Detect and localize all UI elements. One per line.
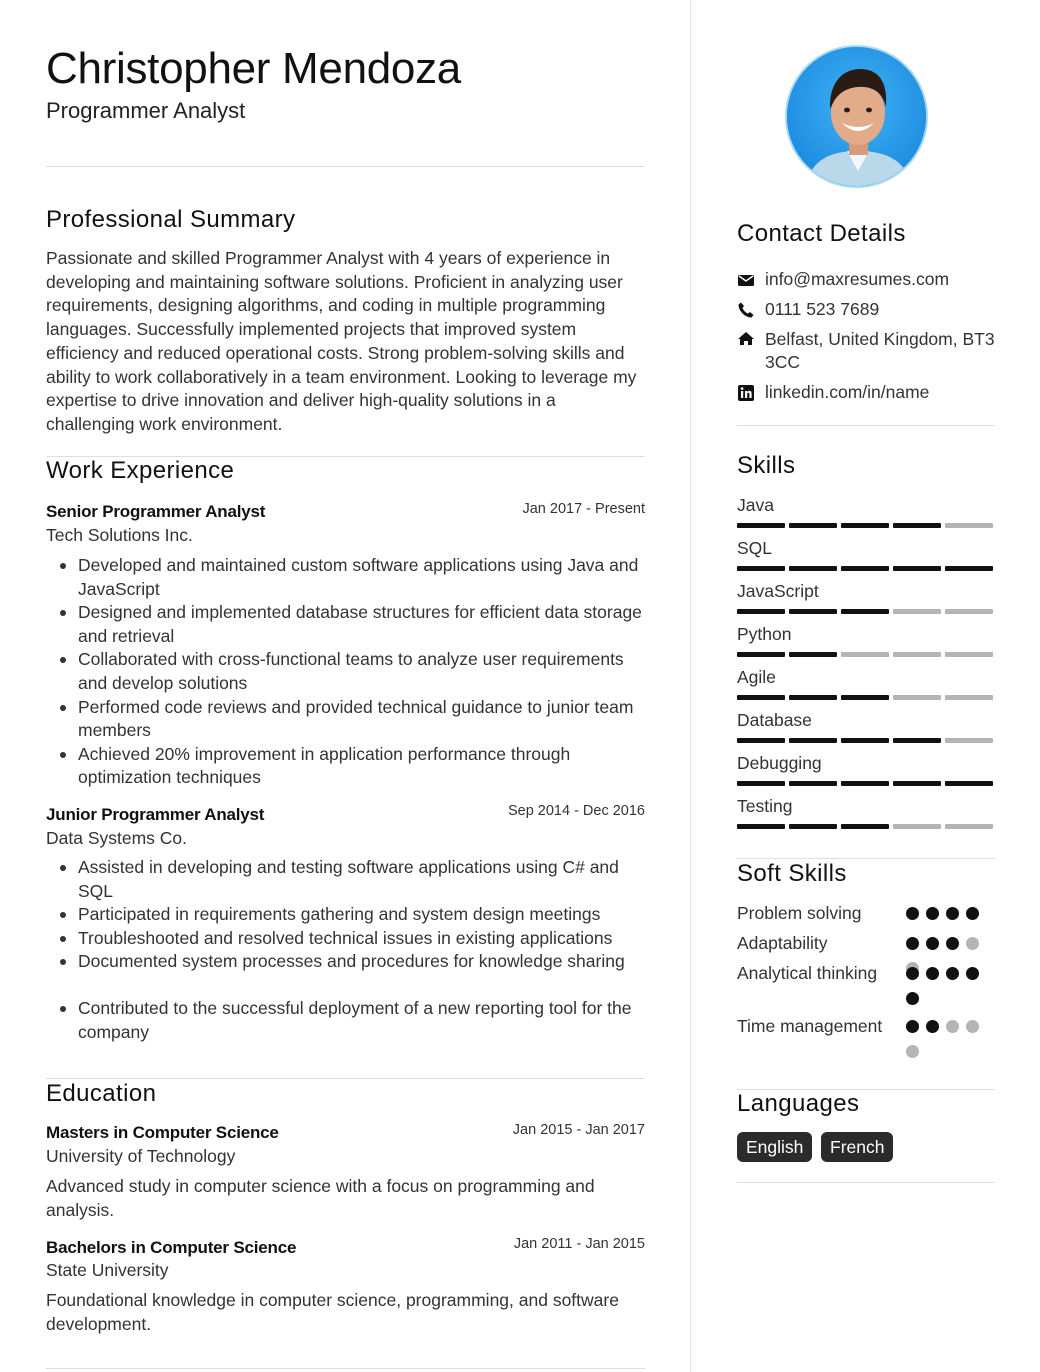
- candidate-title: Programmer Analyst: [46, 98, 246, 123]
- rating-dot-filled: [906, 907, 919, 920]
- list-item: Assisted in developing and testing software applications using C# and SQL: [78, 856, 652, 903]
- school-name: State University: [46, 1260, 169, 1280]
- envelope-icon: [737, 271, 755, 289]
- language-badge: English: [737, 1132, 812, 1162]
- job-bullets: [78, 856, 652, 1044]
- list-item: Performed code reviews and provided technical guidance to junior team members: [78, 696, 652, 743]
- header-divider: [46, 166, 645, 167]
- skill-segment-filled: [789, 652, 837, 657]
- list-item: Developed and maintained custom software applications using Java and JavaScript: [78, 554, 652, 601]
- soft-skill-name: Adaptability: [737, 933, 828, 953]
- degree-dates: Jan 2011 - Jan 2015: [513, 1236, 645, 1252]
- skill-segment-filled: [945, 781, 993, 786]
- rating-dot-empty: [946, 1020, 959, 1033]
- skill-segment-empty: [945, 738, 993, 743]
- linkedin-icon: [737, 384, 755, 402]
- degree-description: Foundational knowledge in computer science, programming, and software development.: [46, 1290, 619, 1334]
- skill-level-bar: [737, 609, 993, 614]
- skill-segment-filled: [789, 566, 837, 571]
- skill-segment-filled: [841, 566, 889, 571]
- list-item: Troubleshooted and resolved technical issues in existing applications: [78, 927, 652, 951]
- avatar-illustration: [787, 47, 928, 188]
- school-name: University of Technology: [46, 1146, 236, 1166]
- skill-segment-filled: [841, 695, 889, 700]
- list-item: Documented system processes and procedures for knowledge sharing: [78, 950, 652, 974]
- skill-segment-filled: [789, 523, 837, 528]
- skill-name: SQL: [737, 538, 773, 558]
- job-title: Senior Programmer Analyst: [46, 502, 266, 521]
- skill-level-bar: [737, 566, 993, 571]
- soft-skill-name: Problem solving: [737, 903, 862, 923]
- skill-segment-empty: [893, 652, 941, 657]
- languages-divider: [737, 1182, 995, 1183]
- skill-level-bar: [737, 695, 993, 700]
- degree-description: Advanced study in computer science with a focus on programming and analysis.: [46, 1176, 595, 1220]
- skill-segment-empty: [841, 652, 889, 657]
- contact-divider: [737, 425, 995, 426]
- skill-segment-filled: [893, 781, 941, 786]
- rating-dot-filled: [946, 937, 959, 950]
- rating-dot-filled: [946, 907, 959, 920]
- skill-segment-filled: [841, 523, 889, 528]
- skill-name: Agile: [737, 667, 776, 687]
- rating-dot-filled: [946, 967, 959, 980]
- skill-name: Java: [737, 495, 774, 515]
- skill-segment-filled: [841, 781, 889, 786]
- skill-segment-filled: [893, 523, 941, 528]
- contact-heading: Contact Details: [737, 220, 906, 247]
- list-item: Contributed to the successful deployment of a new reporting tool for the company: [78, 997, 652, 1044]
- job-company: Data Systems Co.: [46, 828, 188, 848]
- skill-segment-filled: [737, 824, 785, 829]
- rating-dot-empty: [966, 937, 979, 950]
- rating-dot-filled: [926, 937, 939, 950]
- skill-segment-filled: [737, 652, 785, 657]
- profile-photo: [785, 45, 928, 188]
- skill-segment-filled: [893, 738, 941, 743]
- skill-segment-filled: [737, 566, 785, 571]
- skill-segment-filled: [737, 781, 785, 786]
- experience-divider: [46, 1078, 645, 1079]
- phone-icon: [737, 301, 755, 319]
- rating-dot-filled: [906, 937, 919, 950]
- list-item: Participated in requirements gathering and system design meetings: [78, 903, 652, 927]
- soft-skill-name: Time management: [737, 1016, 883, 1036]
- skill-segment-empty: [945, 824, 993, 829]
- skill-level-bar: [737, 523, 993, 528]
- rating-dot-filled: [906, 992, 919, 1005]
- job-dates: Jan 2017 - Present: [522, 501, 645, 517]
- soft-skill-name: Analytical thinking: [737, 963, 878, 983]
- summary-text: Passionate and skilled Programmer Analyst with 4 years of experience in developing and maintaining software solutions. Proficient in analyzing user requirements, designing algorithms, and coding in multiple programming languages. Successfully implemented projects that improved system efficiency and reduced operational costs. Strong problem-solving skills and ability to work collaboratively in a team environment. Looking to leverage my expertise to drive innovation and deliver high-quality solutions in a challenging work environment.: [46, 248, 637, 434]
- skill-name: JavaScript: [737, 581, 819, 601]
- job-title: Junior Programmer Analyst: [46, 805, 265, 824]
- skill-segment-empty: [945, 652, 993, 657]
- rating-dot-empty: [906, 1045, 919, 1058]
- rating-dot-filled: [926, 1020, 939, 1033]
- skill-segment-empty: [945, 695, 993, 700]
- skill-segment-empty: [893, 695, 941, 700]
- experience-heading: Work Experience: [46, 457, 235, 484]
- skill-segment-empty: [893, 824, 941, 829]
- skill-segment-filled: [737, 695, 785, 700]
- skill-name: Debugging: [737, 753, 822, 773]
- job-company: Tech Solutions Inc.: [46, 525, 193, 545]
- skill-level-bar: [737, 824, 993, 829]
- languages-heading: Languages: [737, 1090, 860, 1117]
- skill-segment-filled: [789, 609, 837, 614]
- skill-name: Testing: [737, 796, 793, 816]
- list-item: Achieved 20% improvement in application performance through optimization techniques: [78, 743, 652, 790]
- education-divider: [46, 1368, 645, 1369]
- address-text: Belfast, United Kingdom, BT3 3CC: [765, 329, 995, 372]
- skill-segment-filled: [841, 738, 889, 743]
- skill-segment-filled: [789, 695, 837, 700]
- skill-segment-filled: [789, 738, 837, 743]
- skill-segment-filled: [737, 738, 785, 743]
- degree-title: Masters in Computer Science: [46, 1123, 279, 1142]
- skill-segment-filled: [893, 566, 941, 571]
- soft-skills-heading: Soft Skills: [737, 860, 847, 887]
- list-item: Collaborated with cross-functional teams to analyze user requirements and develop solutions: [78, 648, 652, 695]
- skill-segment-filled: [841, 824, 889, 829]
- candidate-name: Christopher Mendoza: [46, 44, 461, 93]
- skill-segment-empty: [893, 609, 941, 614]
- skill-level-bar: [737, 738, 993, 743]
- job-dates: Sep 2014 - Dec 2016: [507, 803, 645, 819]
- skill-segment-filled: [789, 824, 837, 829]
- rating-dot-empty: [966, 1020, 979, 1033]
- rating-dot-filled: [966, 907, 979, 920]
- rating-dot-filled: [906, 967, 919, 980]
- skill-segment-empty: [945, 523, 993, 528]
- skill-name: Database: [737, 710, 812, 730]
- email-text[interactable]: info@maxresumes.com: [765, 269, 950, 289]
- skill-segment-filled: [789, 781, 837, 786]
- skill-segment-filled: [841, 609, 889, 614]
- rating-dot-filled: [926, 907, 939, 920]
- skill-segment-filled: [737, 609, 785, 614]
- skill-segment-filled: [737, 523, 785, 528]
- skills-heading: Skills: [737, 452, 796, 479]
- education-heading: Education: [46, 1080, 157, 1107]
- language-badge: French: [821, 1132, 893, 1162]
- job-bullets: [78, 554, 652, 790]
- home-icon: [737, 330, 755, 348]
- linkedin-text[interactable]: linkedin.com/in/name: [765, 382, 930, 402]
- skills-divider: [737, 858, 995, 859]
- rating-dot-filled: [926, 967, 939, 980]
- rating-dot-filled: [966, 967, 979, 980]
- summary-heading: Professional Summary: [46, 206, 296, 233]
- skill-level-bar: [737, 781, 993, 786]
- column-divider: [690, 0, 691, 1372]
- list-item: Designed and implemented database structures for efficient data storage and retrieval: [78, 601, 652, 648]
- degree-title: Bachelors in Computer Science: [46, 1238, 297, 1257]
- rating-dot-filled: [906, 1020, 919, 1033]
- phone-text: 0111 523 7689: [765, 299, 880, 319]
- skill-name: Python: [737, 624, 792, 644]
- skill-segment-filled: [945, 566, 993, 571]
- skill-level-bar: [737, 652, 993, 657]
- degree-dates: Jan 2015 - Jan 2017: [512, 1122, 645, 1138]
- skill-segment-empty: [945, 609, 993, 614]
